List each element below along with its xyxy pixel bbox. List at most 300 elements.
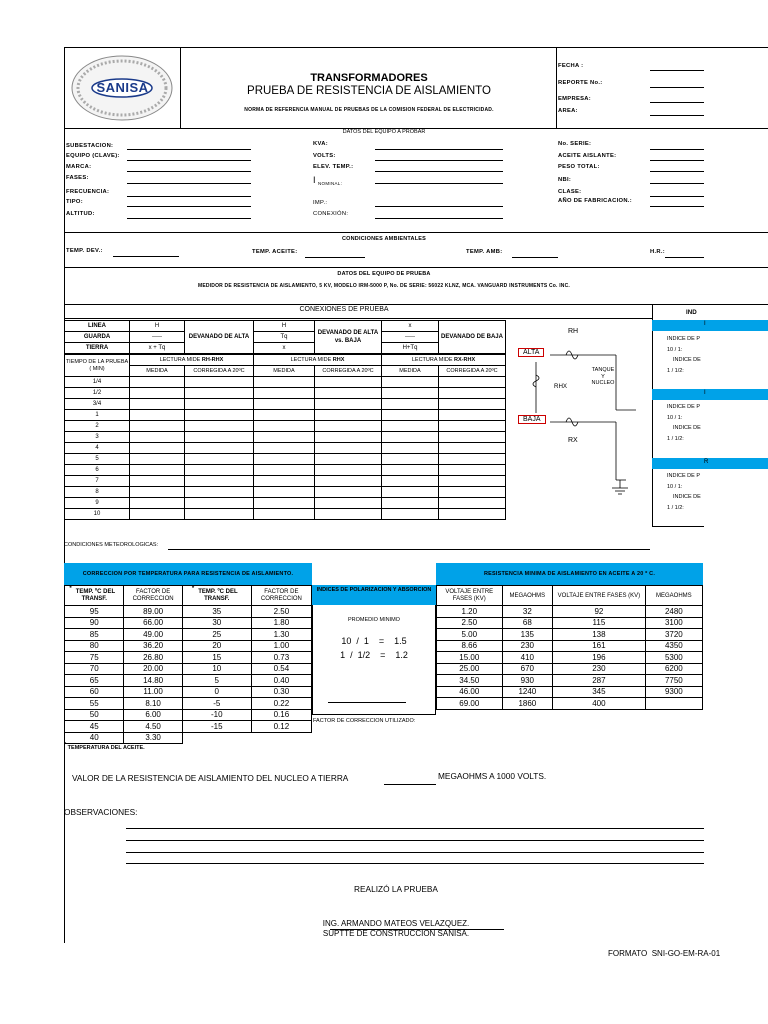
mo1: 1860 bbox=[502, 698, 553, 710]
time-cell: 6 bbox=[65, 465, 130, 476]
reading-cell[interactable] bbox=[130, 487, 185, 498]
left-factor: 3.30 bbox=[124, 732, 182, 744]
signer-role: SUPTTE DE CONSTRUCCION SANISA. bbox=[322, 929, 470, 938]
reading-cell[interactable] bbox=[254, 498, 315, 509]
left-temp: 90 bbox=[65, 617, 124, 629]
right-temp: 35 bbox=[182, 606, 251, 618]
table-row bbox=[65, 606, 312, 618]
mo2: 7750 bbox=[645, 675, 702, 687]
table-row bbox=[65, 675, 312, 687]
kv2: 345 bbox=[553, 686, 646, 698]
g3-linea: x bbox=[382, 321, 439, 332]
observaciones-label: OBSERVACIONES: bbox=[64, 807, 138, 817]
volts-label: VOLTS: bbox=[313, 153, 336, 159]
empty-cell bbox=[182, 732, 251, 744]
table-row bbox=[65, 410, 506, 421]
reading-cell[interactable] bbox=[382, 487, 439, 498]
empty-cell bbox=[251, 732, 311, 744]
table-row bbox=[65, 698, 312, 710]
correccion-title: CORRECCION POR TEMPERATURA PARA RESISTENCIA DE AISLAMIENTO. bbox=[64, 563, 312, 585]
table-row bbox=[65, 399, 506, 410]
reading-cell[interactable] bbox=[254, 377, 315, 388]
kv2: 400 bbox=[553, 698, 646, 710]
table-row bbox=[437, 652, 703, 664]
right-factor: 1.30 bbox=[251, 629, 311, 641]
reading-cell[interactable] bbox=[185, 487, 254, 498]
mo2: 3720 bbox=[645, 629, 702, 641]
mo1: 135 bbox=[502, 629, 553, 641]
lectura-rhx: LECTURA MIDE RHX bbox=[254, 355, 382, 366]
kva-label: KVA: bbox=[313, 141, 328, 147]
medida-2: MEDIDA bbox=[254, 366, 315, 377]
reading-cell[interactable] bbox=[439, 432, 506, 443]
right-temp: 15 bbox=[182, 652, 251, 664]
right-factor: 0.16 bbox=[251, 709, 311, 721]
realizo-label: REALIZÓ LA PRUEBA bbox=[354, 884, 438, 894]
table-row bbox=[437, 675, 703, 687]
reading-cell[interactable] bbox=[254, 443, 315, 454]
reading-cell[interactable] bbox=[254, 509, 315, 520]
corregida-2: CORREGIDA A 20ºC bbox=[315, 366, 382, 377]
reading-cell[interactable] bbox=[130, 465, 185, 476]
reading-cell[interactable] bbox=[382, 454, 439, 465]
reading-cell[interactable] bbox=[185, 388, 254, 399]
time-cell: 3 bbox=[65, 432, 130, 443]
reading-cell[interactable] bbox=[439, 377, 506, 388]
meteo-label: CONDICIONES METEOROLOGICAS: bbox=[64, 542, 159, 548]
right-temp: 5 bbox=[182, 675, 251, 687]
time-cell: 10 bbox=[65, 509, 130, 520]
frecuencia-label: FRECUENCIA: bbox=[66, 189, 110, 195]
kv2: 230 bbox=[553, 663, 646, 675]
right-factor: 2.50 bbox=[251, 606, 311, 618]
reading-cell[interactable] bbox=[185, 498, 254, 509]
reporte-label: REPORTE No.: bbox=[558, 80, 603, 86]
left-temp: 85 bbox=[65, 629, 124, 641]
side-header: IND bbox=[686, 309, 697, 316]
mo2: 3100 bbox=[645, 617, 702, 629]
table-row bbox=[437, 663, 703, 675]
indices-title: INDICES DE POLARIZACION Y ABSORCION bbox=[312, 585, 436, 605]
right-temp: 0 bbox=[182, 686, 251, 698]
table-row bbox=[437, 617, 703, 629]
reading-cell[interactable] bbox=[315, 454, 382, 465]
right-temp: -5 bbox=[182, 698, 251, 710]
table-row bbox=[437, 698, 703, 710]
time-cell: 9 bbox=[65, 498, 130, 509]
kv2: 196 bbox=[553, 652, 646, 664]
reading-cell[interactable] bbox=[254, 465, 315, 476]
tierra-label: TIERRA bbox=[65, 343, 130, 354]
reading-cell[interactable] bbox=[254, 421, 315, 432]
table-row bbox=[65, 421, 506, 432]
g3-tierra: H+Tq bbox=[382, 343, 439, 354]
left-temp: 95 bbox=[65, 606, 124, 618]
right-factor: 0.30 bbox=[251, 686, 311, 698]
kv1: 69.00 bbox=[437, 698, 503, 710]
left-temp: 45 bbox=[65, 721, 124, 733]
table-row bbox=[65, 443, 506, 454]
table-row bbox=[65, 652, 312, 664]
rx-label: RX bbox=[568, 437, 578, 444]
reading-cell[interactable] bbox=[382, 443, 439, 454]
table-row bbox=[65, 709, 312, 721]
temp-amb-label: TEMP. AMB: bbox=[466, 249, 503, 255]
reading-cell[interactable] bbox=[185, 432, 254, 443]
pi-ratio: 10 / 1 = 1.5 bbox=[341, 636, 407, 646]
nucleo-suffix: MEGAOHMS A 1000 VOLTS. bbox=[438, 771, 547, 781]
temp-dev-label: TEMP. DEV.: bbox=[66, 248, 103, 254]
kv2: 138 bbox=[553, 629, 646, 641]
reading-cell[interactable] bbox=[130, 421, 185, 432]
reading-cell[interactable] bbox=[130, 399, 185, 410]
reading-cell[interactable] bbox=[439, 476, 506, 487]
marca-label: MARCA: bbox=[66, 164, 92, 170]
reading-cell[interactable] bbox=[382, 421, 439, 432]
reading-cell[interactable] bbox=[130, 388, 185, 399]
prueba-title: DATOS DEL EQUIPO DE PRUEBA bbox=[337, 271, 431, 277]
linea-label: LINEA bbox=[65, 321, 130, 332]
reading-cell[interactable] bbox=[439, 388, 506, 399]
kv2: 287 bbox=[553, 675, 646, 687]
mo2: 5300 bbox=[645, 652, 702, 664]
reading-cell[interactable] bbox=[130, 377, 185, 388]
peso-total-label: PESO TOTAL: bbox=[558, 164, 600, 170]
da-ratio: 1 / 1/2 = 1.2 bbox=[340, 650, 408, 660]
connection-diagram bbox=[506, 320, 652, 526]
signer-name: ING. ARMANDO MATEOS VELAZQUEZ. bbox=[322, 919, 470, 928]
table-row bbox=[65, 454, 506, 465]
time-cell: 1 bbox=[65, 410, 130, 421]
right-temp: -15 bbox=[182, 721, 251, 733]
left-temp: 55 bbox=[65, 698, 124, 710]
left-factor: 14.80 bbox=[124, 675, 182, 687]
left-factor: 36.20 bbox=[124, 640, 182, 652]
reading-cell[interactable] bbox=[185, 421, 254, 432]
reading-cell[interactable] bbox=[382, 498, 439, 509]
reading-cell[interactable] bbox=[439, 487, 506, 498]
reading-cell[interactable] bbox=[185, 454, 254, 465]
mo1: 1240 bbox=[502, 686, 553, 698]
kv1: 8.66 bbox=[437, 640, 503, 652]
reading-cell[interactable] bbox=[439, 465, 506, 476]
right-factor: 1.00 bbox=[251, 640, 311, 652]
side-block-2: INDICE DE P 10 / 1: INDICE DE 1 / 1/2: bbox=[667, 404, 701, 442]
table-row bbox=[65, 487, 506, 498]
i-nominal-label: I bbox=[313, 175, 316, 185]
aceite-aislante-label: ACEITE AISLANTE: bbox=[558, 153, 617, 159]
time-cell: 4 bbox=[65, 443, 130, 454]
reading-cell[interactable] bbox=[254, 454, 315, 465]
table-row bbox=[65, 432, 506, 443]
left-factor: 6.00 bbox=[124, 709, 182, 721]
time-cell: 3/4 bbox=[65, 399, 130, 410]
mo1: 68 bbox=[502, 617, 553, 629]
side-block-3: INDICE DE P 10 / 1: INDICE DE 1 / 1/2: bbox=[667, 473, 701, 511]
kv2: 92 bbox=[553, 606, 646, 618]
medida-3: MEDIDA bbox=[382, 366, 439, 377]
mo1: 670 bbox=[502, 663, 553, 675]
table-row bbox=[437, 629, 703, 641]
mo1: 930 bbox=[502, 675, 553, 687]
ambientales-title: CONDICIONES AMBIENTALES bbox=[341, 236, 427, 242]
time-cell: 2 bbox=[65, 421, 130, 432]
factor-utilizado-label: FACTOR DE CORRECCION UTILIZADO: bbox=[313, 718, 416, 724]
no-serie-label: No. SERIE: bbox=[558, 141, 592, 147]
altitud-label: ALTITUD: bbox=[66, 211, 95, 217]
left-temp: 60 bbox=[65, 686, 124, 698]
kv1: 34.50 bbox=[437, 675, 503, 687]
left-temp: 50 bbox=[65, 709, 124, 721]
mo1: 32 bbox=[502, 606, 553, 618]
left-factor: 11.00 bbox=[124, 686, 182, 698]
time-cell: 8 bbox=[65, 487, 130, 498]
table-row bbox=[65, 686, 312, 698]
lectura-rh-rhx: LECTURA MIDE RH-RHX bbox=[130, 355, 254, 366]
table-row bbox=[65, 732, 312, 744]
ano-fabricacion-label: AÑO DE FABRICACION.: bbox=[558, 198, 632, 204]
reading-cell[interactable] bbox=[185, 410, 254, 421]
right-factor: 0.22 bbox=[251, 698, 311, 710]
prueba-equipment: MEDIDOR DE RESISTENCIA DE AISLAMIENTO, 5 KV, MODELO IRM-5000 P, No. DE SERIE: 56022 KLNZ, MCA. VANGUARD INSTRUMENTS Co. INC. bbox=[197, 283, 571, 289]
logo-text: SANISA bbox=[96, 80, 149, 95]
reading-cell[interactable] bbox=[315, 399, 382, 410]
g2-linea: H bbox=[254, 321, 315, 332]
reading-cell[interactable] bbox=[185, 465, 254, 476]
rh-label: RH bbox=[568, 328, 579, 335]
nucleo-label: VALOR DE LA RESISTENCIA DE AISLAMIENTO DEL NUCLEO A TIERRA bbox=[72, 773, 349, 783]
reading-cell[interactable] bbox=[382, 388, 439, 399]
nbi-label: NBI: bbox=[558, 177, 572, 183]
side-tab-2: I bbox=[652, 389, 768, 400]
reading-cell[interactable] bbox=[315, 465, 382, 476]
reading-cell[interactable] bbox=[185, 509, 254, 520]
reading-cell[interactable] bbox=[254, 410, 315, 421]
right-factor: 0.54 bbox=[251, 663, 311, 675]
left-temp: 65 bbox=[65, 675, 124, 687]
mh3: VOLTAJE ENTRE FASES (KV) bbox=[553, 586, 646, 606]
tanque-nucleo-label: TANQUE Y NUCLEO bbox=[591, 367, 615, 386]
reading-cell[interactable] bbox=[315, 509, 382, 520]
conexiones-title: CONEXIONES DE PRUEBA bbox=[299, 306, 389, 313]
kv2: 115 bbox=[553, 617, 646, 629]
right-temp: 10 bbox=[182, 663, 251, 675]
reading-cell[interactable] bbox=[439, 399, 506, 410]
reading-cell[interactable] bbox=[315, 432, 382, 443]
ch1: * TEMP. ºC DEL TRANSF. bbox=[65, 586, 124, 606]
reading-cell[interactable] bbox=[254, 388, 315, 399]
kv1: 1.20 bbox=[437, 606, 503, 618]
left-temp: 75 bbox=[65, 652, 124, 664]
right-factor: 0.12 bbox=[251, 721, 311, 733]
reading-cell[interactable] bbox=[130, 498, 185, 509]
reading-cell[interactable] bbox=[130, 509, 185, 520]
reading-cell[interactable] bbox=[185, 399, 254, 410]
corregida-1: CORREGIDA A 20ºC bbox=[185, 366, 254, 377]
reading-cell[interactable] bbox=[382, 410, 439, 421]
time-cell: 1/2 bbox=[65, 388, 130, 399]
table-row bbox=[65, 640, 312, 652]
time-header: TIEMPO DE LA PRUEBA ( MIN) bbox=[65, 355, 130, 377]
minima-table bbox=[436, 585, 703, 710]
g3-desc: DEVANADO DE BAJA bbox=[439, 321, 506, 354]
g2-tierra: x bbox=[254, 343, 315, 354]
conexiones-table bbox=[64, 320, 506, 520]
right-factor: 0.73 bbox=[251, 652, 311, 664]
mh4: MEGAOHMS bbox=[645, 586, 702, 606]
mo2: 6200 bbox=[645, 663, 702, 675]
g1-linea: H bbox=[130, 321, 185, 332]
table-row bbox=[65, 388, 506, 399]
left-factor: 8.10 bbox=[124, 698, 182, 710]
promedio-minimo: PROMEDIO MINIMO bbox=[348, 617, 400, 623]
mo2: 4350 bbox=[645, 640, 702, 652]
g2-guarda: Tq bbox=[254, 332, 315, 343]
subestacion-label: SUBESTACION: bbox=[66, 143, 114, 149]
form-subtitle: PRUEBA DE RESISTENCIA DE AISLAMIENTO bbox=[247, 85, 491, 97]
medida-1: MEDIDA bbox=[130, 366, 185, 377]
reading-cell[interactable] bbox=[185, 476, 254, 487]
equipo-section-title: DATOS DEL EQUIPO A PROBAR bbox=[342, 129, 426, 135]
kv1: 2.50 bbox=[437, 617, 503, 629]
guarda-label: GUARDA bbox=[65, 332, 130, 343]
right-factor: 1.80 bbox=[251, 617, 311, 629]
reading-cell[interactable] bbox=[315, 443, 382, 454]
reading-cell[interactable] bbox=[254, 476, 315, 487]
g1-desc: DEVANADO DE ALTA bbox=[185, 321, 254, 354]
time-cell: 7 bbox=[65, 476, 130, 487]
mo1: 230 bbox=[502, 640, 553, 652]
table-row bbox=[65, 663, 312, 675]
hr-label: H.R.: bbox=[650, 249, 666, 255]
time-cell: 5 bbox=[65, 454, 130, 465]
equipo-clave-label: EQUIPO (CLAVE): bbox=[66, 153, 120, 159]
company-logo bbox=[70, 53, 175, 123]
right-temp: 25 bbox=[182, 629, 251, 641]
reading-cell[interactable] bbox=[315, 498, 382, 509]
form-title: TRANSFORMADORES bbox=[310, 72, 428, 84]
reading-cell[interactable] bbox=[130, 476, 185, 487]
nominal-sublabel: NOMINAL: bbox=[318, 181, 343, 186]
mo2 bbox=[645, 698, 702, 710]
corregida-3: CORREGIDA A 20ºC bbox=[439, 366, 506, 377]
area-label: AREA: bbox=[558, 108, 578, 114]
reading-cell[interactable] bbox=[315, 377, 382, 388]
reading-cell[interactable] bbox=[185, 377, 254, 388]
lectura-rx-rhx: LECTURA MIDE RX-RHX bbox=[382, 355, 506, 366]
reading-cell[interactable] bbox=[439, 509, 506, 520]
table-row bbox=[65, 377, 506, 388]
norm-reference: NORMA DE REFERENCIA MANUAL DE PRUEBAS DE LA COMISION FEDERAL DE ELECTRICIDAD. bbox=[244, 107, 494, 113]
reading-cell[interactable] bbox=[130, 454, 185, 465]
reading-cell[interactable] bbox=[130, 432, 185, 443]
table-row bbox=[65, 629, 312, 641]
reading-cell[interactable] bbox=[315, 421, 382, 432]
table-row bbox=[65, 509, 506, 520]
reading-cell[interactable] bbox=[382, 399, 439, 410]
reading-cell[interactable] bbox=[254, 432, 315, 443]
correccion-footnote: * TEMPERATURA DEL ACEITE. bbox=[64, 742, 145, 751]
reading-cell[interactable] bbox=[185, 443, 254, 454]
g1-guarda: ----- bbox=[130, 332, 185, 343]
reading-cell[interactable] bbox=[382, 476, 439, 487]
reading-cell[interactable] bbox=[315, 487, 382, 498]
reading-cell[interactable] bbox=[254, 487, 315, 498]
conexion-label: CONEXIÓN: bbox=[313, 211, 349, 217]
table-row bbox=[65, 465, 506, 476]
reading-cell[interactable] bbox=[254, 399, 315, 410]
right-temp: 30 bbox=[182, 617, 251, 629]
table-row bbox=[437, 606, 703, 618]
reading-cell[interactable] bbox=[130, 410, 185, 421]
left-factor: 20.00 bbox=[124, 663, 182, 675]
left-factor: 26.80 bbox=[124, 652, 182, 664]
reading-cell[interactable] bbox=[315, 476, 382, 487]
mh1: VOLTAJE ENTRE FASES (KV) bbox=[437, 586, 503, 606]
side-tab-3: R bbox=[652, 458, 768, 469]
imp-label: IMP.: bbox=[313, 200, 328, 206]
left-factor: 89.00 bbox=[124, 606, 182, 618]
reading-cell[interactable] bbox=[315, 410, 382, 421]
formato-code: FORMATO SNI-GO-EM-RA-01 bbox=[608, 949, 721, 958]
g2-desc: DEVANADO DE ALTA vs. BAJA bbox=[315, 321, 382, 354]
mo2: 9300 bbox=[645, 686, 702, 698]
left-factor: 4.50 bbox=[124, 721, 182, 733]
kv1: 15.00 bbox=[437, 652, 503, 664]
reading-cell[interactable] bbox=[315, 388, 382, 399]
table-row bbox=[437, 686, 703, 698]
table-row bbox=[437, 640, 703, 652]
reading-cell[interactable] bbox=[439, 443, 506, 454]
right-temp: -10 bbox=[182, 709, 251, 721]
reading-cell[interactable] bbox=[439, 421, 506, 432]
clase-label: CLASE: bbox=[558, 189, 582, 195]
mh2: MEGAOHMS bbox=[502, 586, 553, 606]
g3-guarda: ----- bbox=[382, 332, 439, 343]
table-row bbox=[65, 721, 312, 733]
ch3: * TEMP. ºC DEL TRANSF. bbox=[182, 586, 251, 606]
reading-cell[interactable] bbox=[382, 465, 439, 476]
left-temp: 70 bbox=[65, 663, 124, 675]
left-factor: 49.00 bbox=[124, 629, 182, 641]
reading-cell[interactable] bbox=[382, 509, 439, 520]
reading-cell[interactable] bbox=[439, 410, 506, 421]
right-factor: 0.40 bbox=[251, 675, 311, 687]
alta-box: ALTA bbox=[518, 348, 544, 357]
g1-tierra: x + Tq bbox=[130, 343, 185, 354]
ch2: FACTOR DE CORRECCION bbox=[124, 586, 182, 606]
mo2: 2480 bbox=[645, 606, 702, 618]
right-temp: 20 bbox=[182, 640, 251, 652]
reading-cell[interactable] bbox=[130, 443, 185, 454]
empresa-label: EMPRESA: bbox=[558, 96, 591, 102]
temp-aceite-label: TEMP. ACEITE: bbox=[252, 249, 298, 255]
left-temp: 80 bbox=[65, 640, 124, 652]
table-row bbox=[65, 476, 506, 487]
rhx-label: RHX bbox=[554, 383, 568, 390]
minima-title: RESISTENCIA MINIMA DE AISLAMIENTO EN ACEITE A 20 º C. bbox=[436, 563, 703, 585]
side-tab-1: I bbox=[652, 320, 768, 331]
left-factor: 66.00 bbox=[124, 617, 182, 629]
elev-temp-label: ELEV. TEMP.: bbox=[313, 164, 354, 170]
reading-cell[interactable] bbox=[439, 498, 506, 509]
reading-cell[interactable] bbox=[382, 432, 439, 443]
kv1: 25.00 bbox=[437, 663, 503, 675]
reading-cell[interactable] bbox=[382, 377, 439, 388]
kv1: 5.00 bbox=[437, 629, 503, 641]
reading-cell[interactable] bbox=[439, 454, 506, 465]
side-block-1: INDICE DE P 10 / 1: INDICE DE 1 / 1/2: bbox=[667, 336, 701, 374]
